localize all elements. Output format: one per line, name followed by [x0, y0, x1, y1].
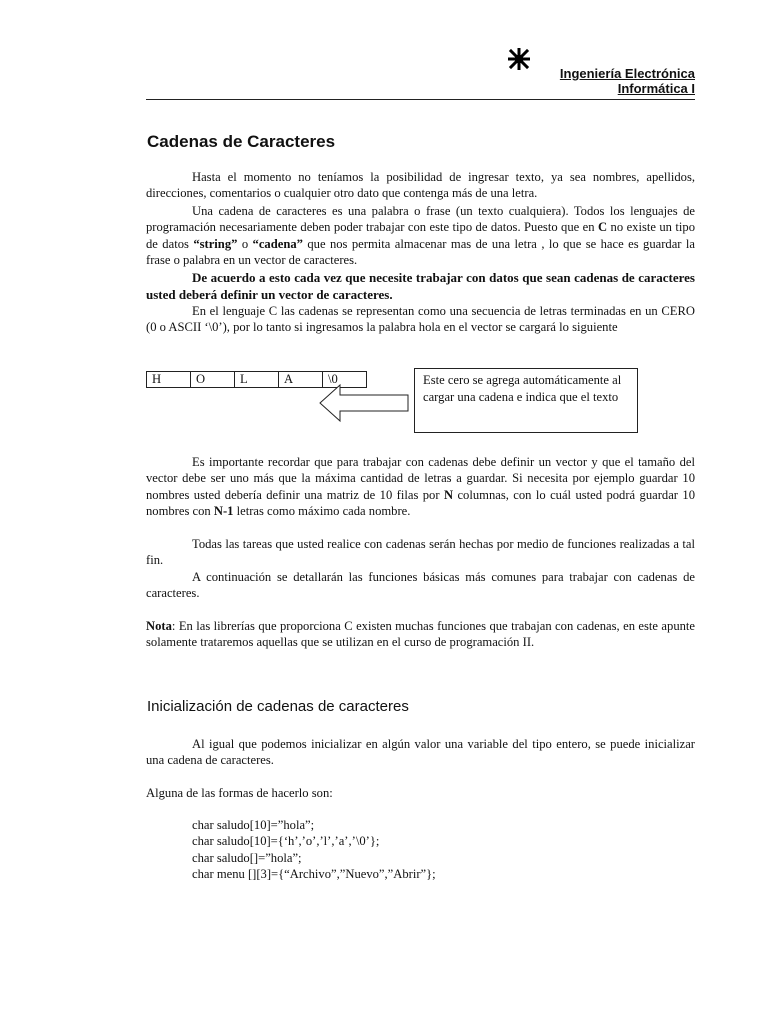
- text-bold-n: N: [443, 487, 454, 502]
- vector-cell: O: [191, 372, 235, 388]
- paragraph-initialization: Al igual que podemos inicializar en algún valor una variable del tipo entero, se puede inicializar una cadena de caracteres.: [146, 737, 695, 768]
- header-divider: [146, 99, 695, 100]
- paragraph-functions: Todas las tareas que usted realice con cadenas serán hechas por medio de funciones realizadas a tal fin.: [146, 537, 695, 568]
- vector-cell: L: [235, 372, 279, 388]
- text-bold-n1: N-1: [213, 504, 234, 519]
- text-segment: letras como máximo cada nombre.: [233, 504, 411, 519]
- section-subtitle: Inicialización de cadenas de caracteres: [147, 698, 409, 715]
- text-bold-string: “string”: [193, 236, 238, 251]
- header-course: Informática I: [617, 81, 695, 96]
- code-line: char saludo[]=”hola”;: [192, 850, 302, 865]
- text-bold-cadena: “cadena”: [252, 236, 303, 251]
- paragraph-intro: Hasta el momento no teníamos la posibilidad de ingresar texto, ya sea nombres, apellidos, direcciones, comentarios o cualquier otro dato que contenga más de una letra.: [146, 170, 695, 201]
- utn-logo-icon: [508, 48, 530, 70]
- header-department: Ingeniería Electrónica: [559, 66, 695, 81]
- text-segment: Una cadena de caracteres es una palabra o frase (un texto cualquiera). Todos los lenguajes de programación necesariamente deben poder trabajar con este tipo de datos. Puesto que en: [146, 204, 695, 235]
- paragraph-vector-size: [146, 454, 695, 520]
- code-line: char saludo[10]={‘h’,’o’,’l’,’a’,’\0’};: [192, 834, 380, 849]
- left-arrow-icon: [318, 383, 412, 425]
- code-line: char menu [][3]={“Archivo”,”Nuevo”,”Abrir”};: [192, 867, 436, 882]
- code-examples: [192, 817, 436, 883]
- note-box: Este cero se agrega automáticamente al cargar una cadena e indica que el texto: [414, 368, 638, 433]
- vector-cell: A: [279, 372, 323, 388]
- paragraph-note: [146, 618, 695, 651]
- text-bold-c: C: [598, 220, 608, 235]
- paragraph-emphasis: De acuerdo a esto cada vez que necesite trabajar con datos que sean cadenas de caracteres usted deberá definir un vector de caracteres.: [146, 270, 695, 302]
- paragraph-next: A continuación se detallarán las funciones básicas más comunes para trabajar con cadenas de caracteres.: [146, 570, 695, 601]
- paragraph-definition: [146, 203, 695, 269]
- page-title: Cadenas de Caracteres: [147, 132, 336, 151]
- text-segment: columnas, con lo cuál usted podrá guardar 10 nombres con: [146, 487, 695, 519]
- paragraph-c-strings: En el lenguaje C las cadenas se representan como una secuencia de letras terminadas en un CERO (0 o ASCII ‘\0’), por lo tanto si ingresamos la palabra hola en el vector se cargará lo siguiente: [146, 304, 695, 335]
- text-segment: no existe un tipo de datos: [146, 220, 695, 251]
- text-segment: o: [237, 236, 253, 251]
- code-line: char saludo[10]=”hola”;: [192, 818, 315, 832]
- vector-cell: H: [147, 372, 191, 388]
- text-segment: : En las librerías que proporciona C existen muchas funciones que trabajan con cadenas, en este apunte solamente trataremos aquellas que se utilizan en el curso de programación II.: [146, 619, 695, 650]
- paragraph-forms: Alguna de las formas de hacerlo son:: [146, 786, 333, 800]
- note-label: Nota: [146, 619, 172, 633]
- text-segment: que nos permita almacenar mas de una letra , lo que se hace es guardar la frase o palabra en un vector de caracteres.: [146, 236, 695, 268]
- vector-cell-terminator: \0: [323, 372, 367, 388]
- text-segment: Es importante recordar que para trabajar con cadenas debe definir un vector y que el tamaño del vector debe ser uno más que la máxima cantidad de letras a guardar. Si necesita por ejemplo guardar 10 nombres usted debería definir una matriz de 10 filas por: [146, 455, 695, 502]
